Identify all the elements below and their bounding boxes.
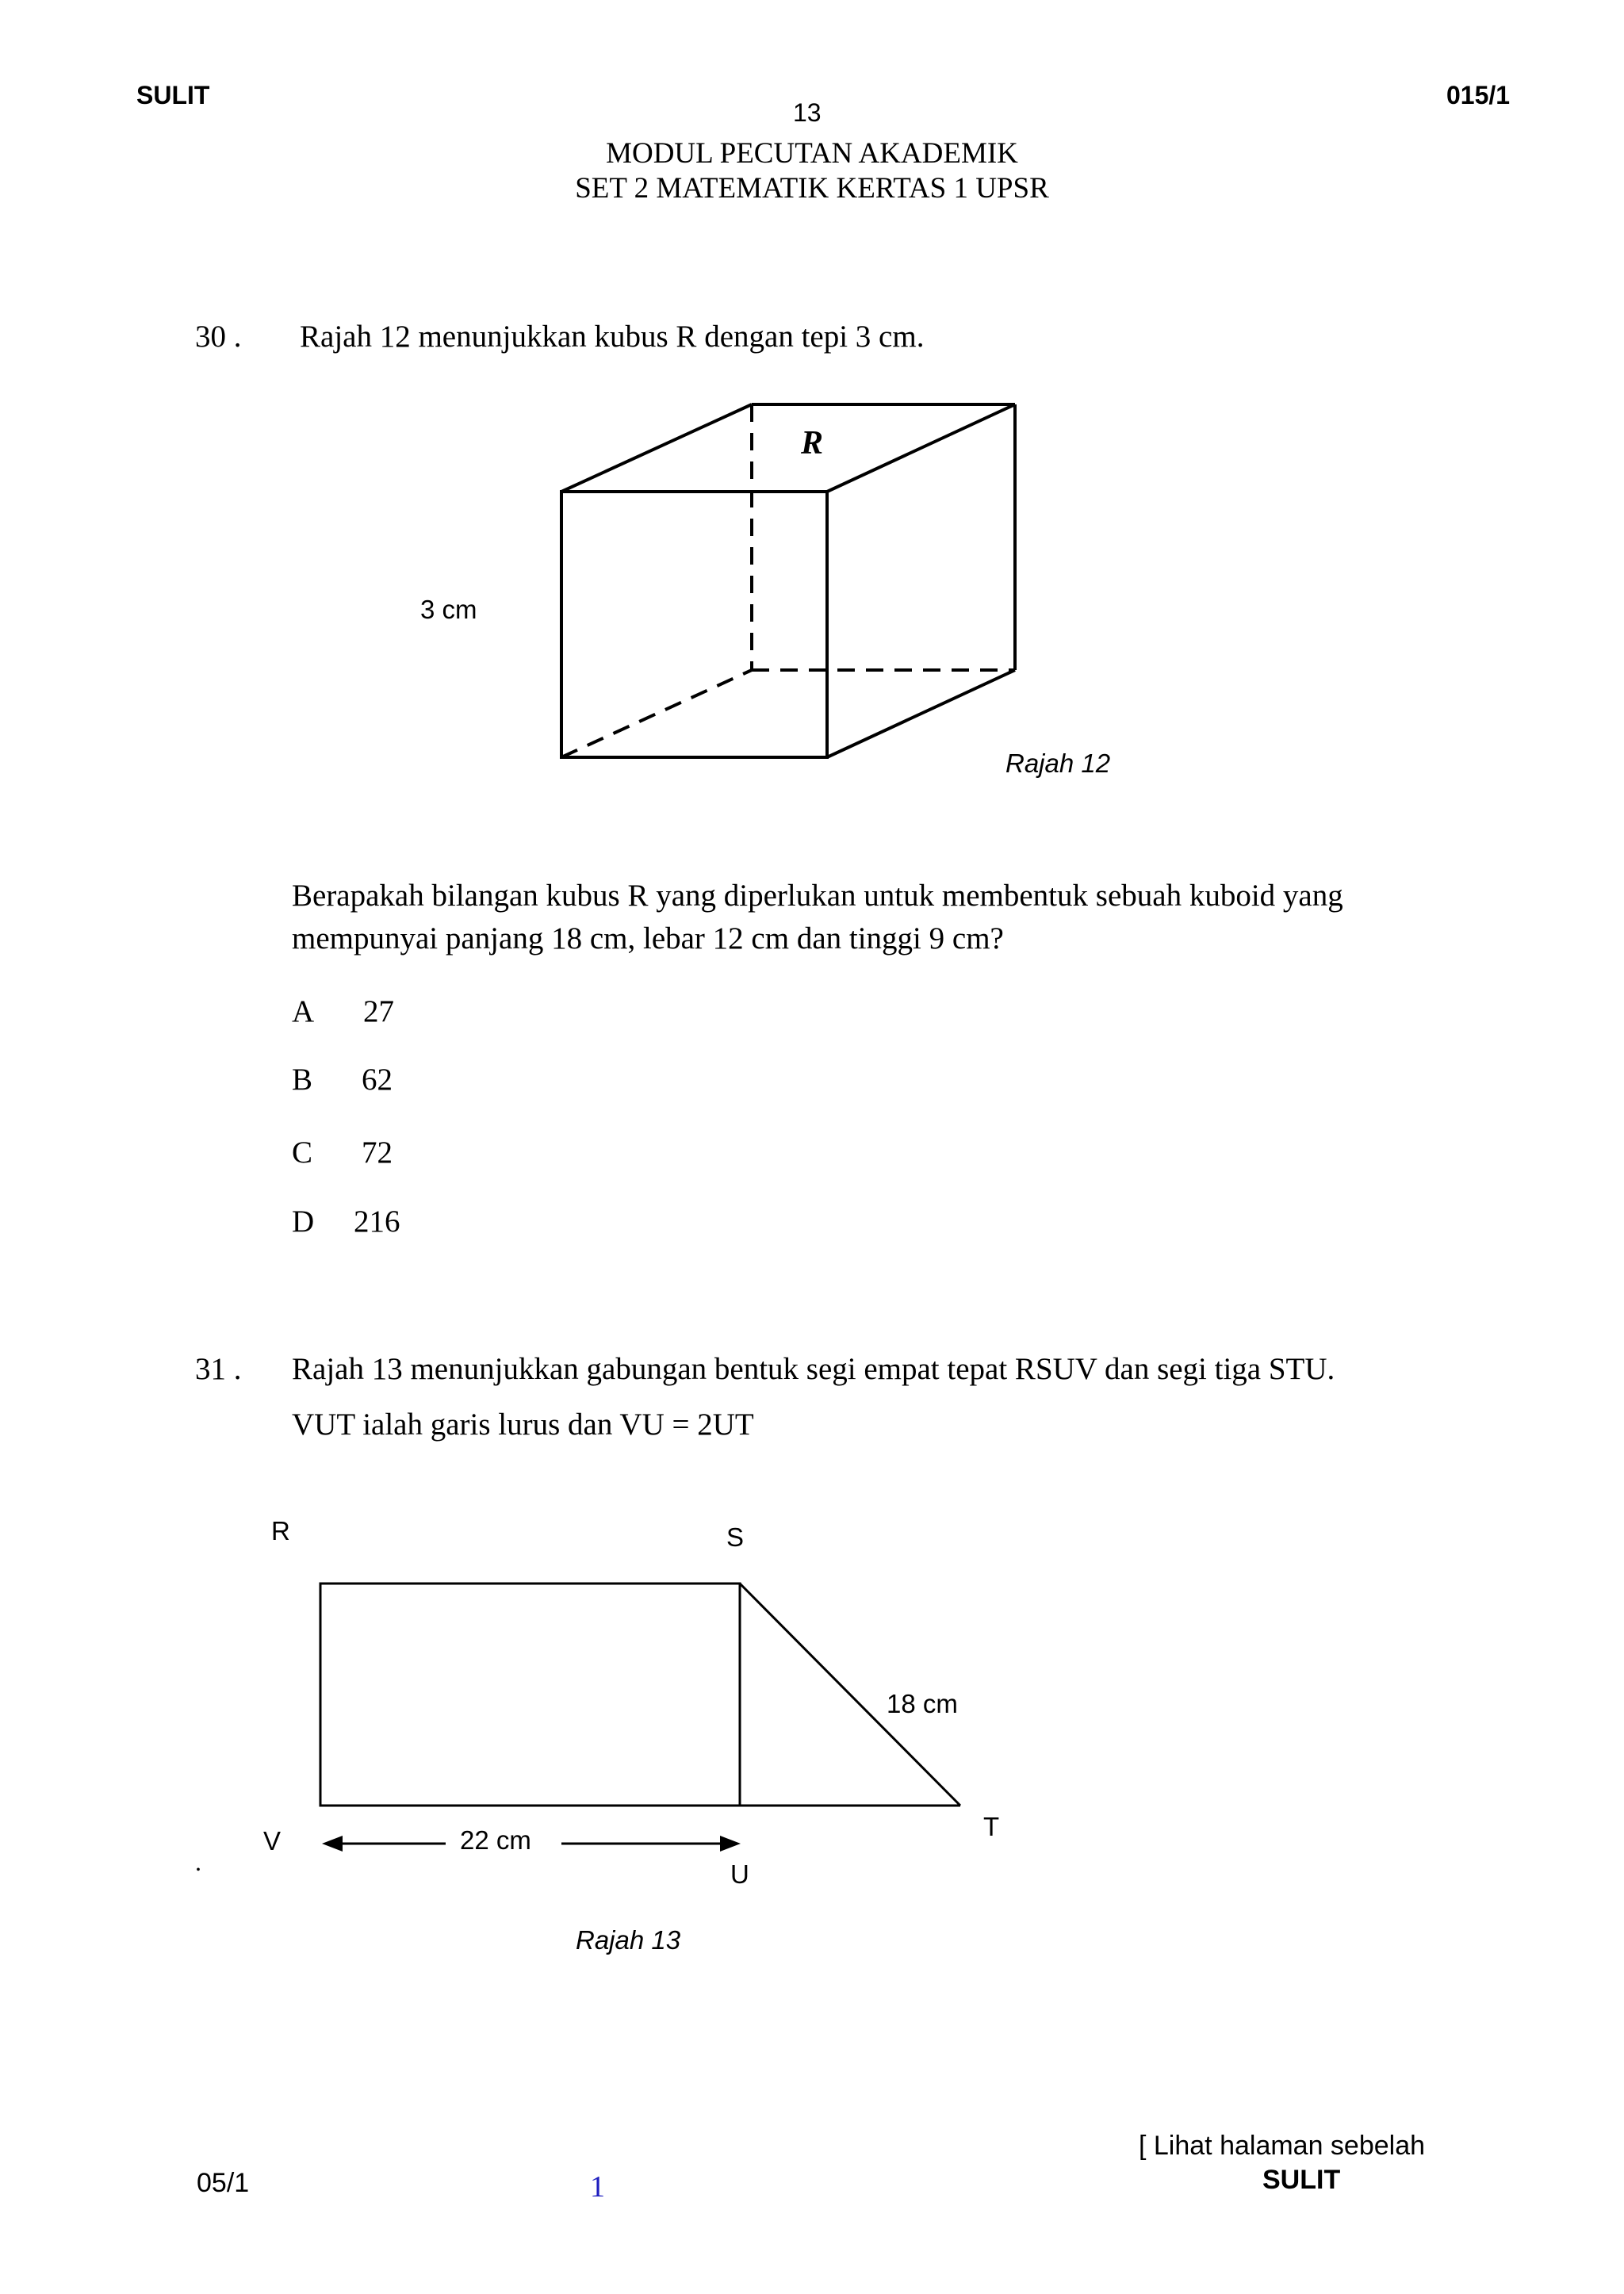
q31-text-line2: VUT ialah garis lurus dan VU = 2UT xyxy=(292,1407,754,1442)
dimension-arrowhead-left xyxy=(322,1836,343,1852)
option-d-letter: D xyxy=(292,1204,315,1239)
option-b-letter: B xyxy=(292,1063,313,1097)
base-length-label: 22 cm xyxy=(460,1825,531,1855)
vertex-label-r: R xyxy=(271,1516,290,1545)
dimension-arrowhead-right xyxy=(720,1836,741,1852)
option-d-value: 216 xyxy=(354,1204,400,1239)
vertex-label-u: U xyxy=(730,1859,749,1889)
figure-caption-rajah12: Rajah 12 xyxy=(1005,749,1111,778)
option-c-value: 72 xyxy=(362,1136,393,1170)
q30-intro: Rajah 12 menunjukkan kubus R dengan tepi 3 cm. xyxy=(300,320,925,354)
footer-page-number: 1 xyxy=(590,2170,605,2204)
option-a-letter: A xyxy=(292,994,315,1028)
vertex-label-v: V xyxy=(263,1826,282,1855)
option-c-letter: C xyxy=(292,1136,313,1170)
option-b-value: 62 xyxy=(362,1063,393,1097)
footer-code-left: 05/1 xyxy=(197,2168,250,2198)
cube-edge-label: 3 cm xyxy=(420,595,477,624)
footer-next-page-note: [ Lihat halaman sebelah xyxy=(1139,2131,1426,2161)
option-a-value: 27 xyxy=(363,994,394,1028)
document-subtitle: SET 2 MATEMATIK KERTAS 1 UPSR xyxy=(575,172,1049,205)
header-sulit-left: SULIT xyxy=(136,81,210,109)
vertex-label-t: T xyxy=(983,1812,1000,1841)
q31-text-line1: Rajah 13 menunjukkan gabungan bentuk segi empat tepat RSUV dan segi tiga STU. xyxy=(292,1352,1335,1386)
header-code-right: 015/1 xyxy=(1446,81,1511,109)
figure-caption-rajah13: Rajah 13 xyxy=(576,1925,681,1955)
document-title: MODUL PECUTAN AKADEMIK xyxy=(606,137,1018,170)
rectangle-rsuv xyxy=(320,1584,740,1806)
footer-sulit-right: SULIT xyxy=(1262,2165,1341,2195)
cube-label-r: R xyxy=(801,425,824,461)
vertex-label-s: S xyxy=(726,1522,745,1552)
q30-question-line1: Berapakah bilangan kubus R yang diperlukan untuk membentuk sebuah kuboid yang xyxy=(292,879,1343,913)
page-number: 13 xyxy=(793,98,822,127)
q30-number: 30 . xyxy=(195,320,242,354)
hypotenuse-length-label: 18 cm xyxy=(887,1689,958,1718)
q31-number: 31 . xyxy=(195,1352,242,1386)
q30-question-line2: mempunyai panjang 18 cm, lebar 12 cm dan tinggi 9 cm? xyxy=(292,921,1004,956)
stray-dot: . xyxy=(195,1848,201,1876)
